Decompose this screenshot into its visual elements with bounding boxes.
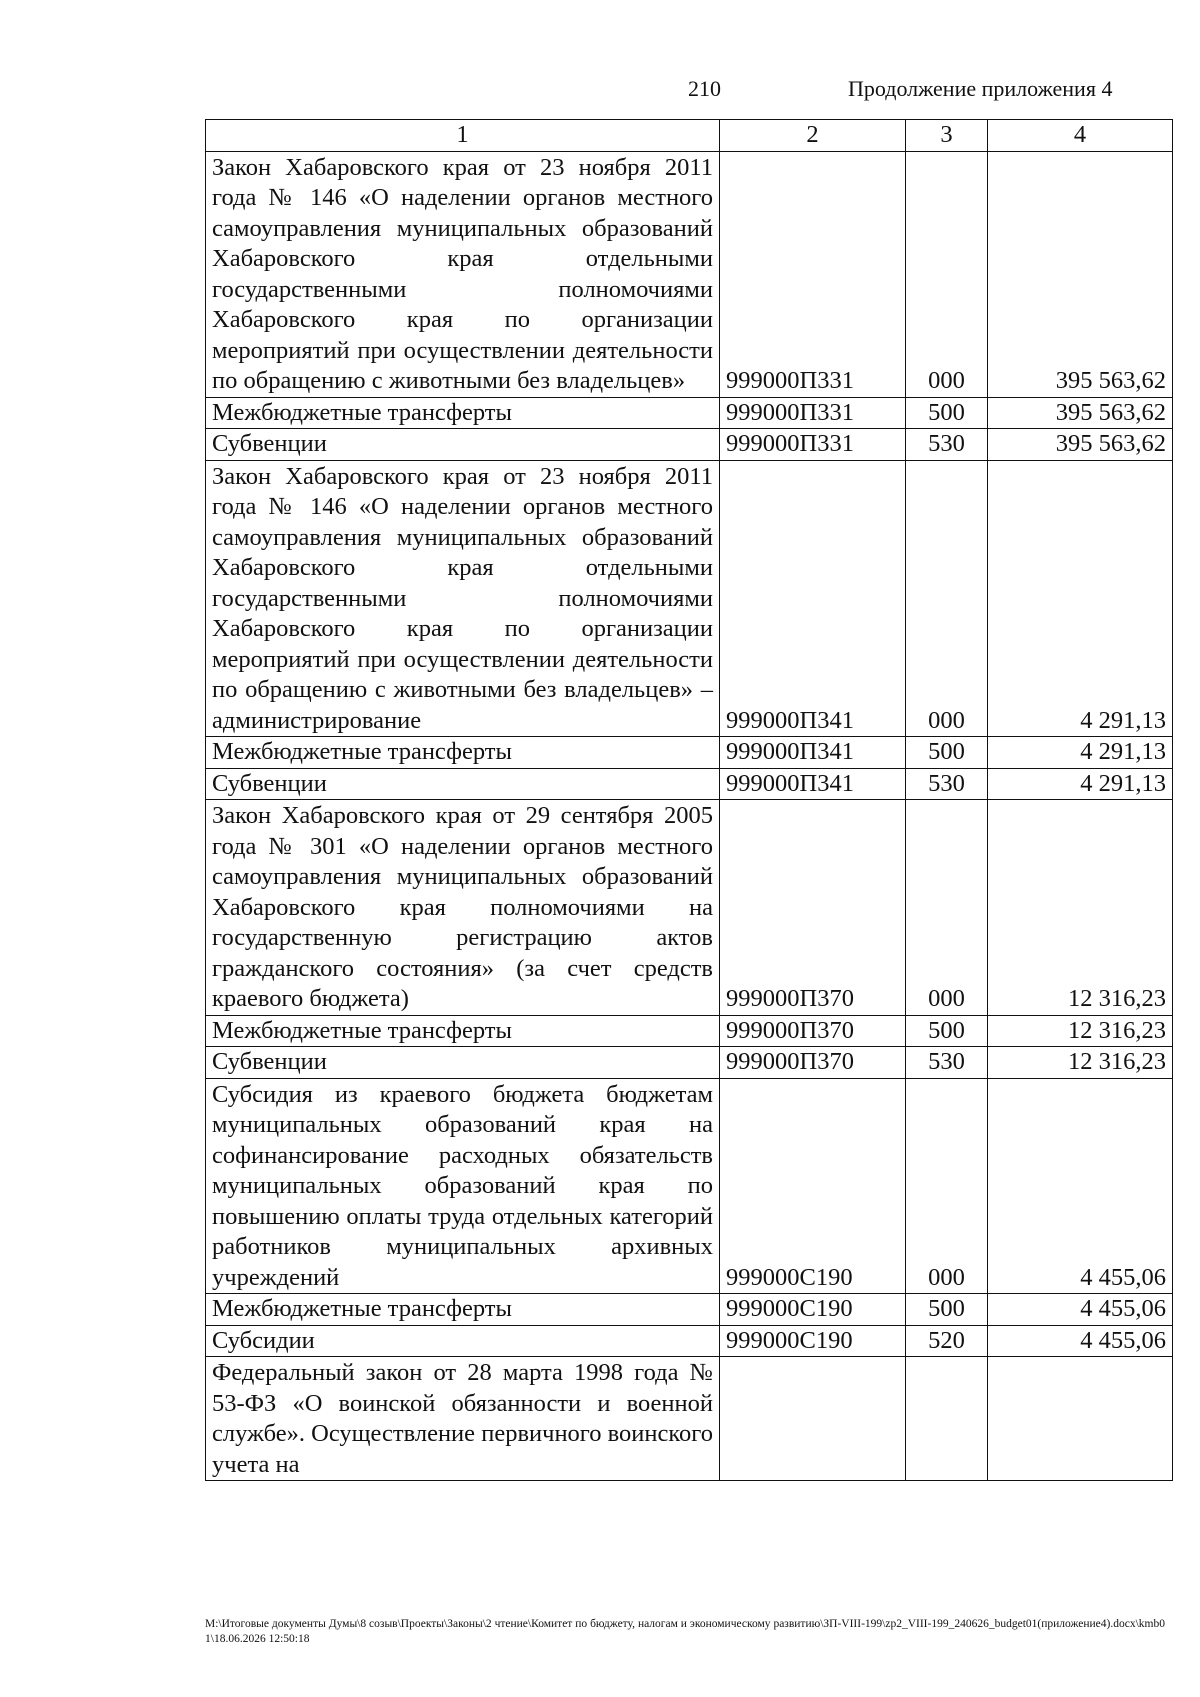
table-row <box>206 151 1173 397</box>
row-expense-kind: 500 <box>906 737 988 769</box>
row-expense-kind: 500 <box>906 1015 988 1047</box>
table-header-row <box>206 120 1173 152</box>
row-description: Межбюджетные трансферты <box>206 397 720 429</box>
table-row <box>206 460 1173 737</box>
row-expense-kind: 000 <box>906 460 988 737</box>
row-amount: 4 455,06 <box>988 1325 1173 1357</box>
page-number: 210 <box>688 76 721 101</box>
table-row <box>206 1325 1173 1357</box>
document-file-path: M:\Итоговые документы Думы\8 созыв\Проекты\Законы\2 чтение\Комитет по бюджету, налогам и экономическому развитию\ЗП-VIII-199\zp2_VIII-199_240626_budget01(приложение4).docx\kmb01\18.06.2026 12:50:18 <box>205 1618 1165 1645</box>
row-description: Субвенции <box>206 429 720 461</box>
row-expense-kind <box>906 1357 988 1481</box>
table-row <box>206 800 1173 1016</box>
row-code: 999000С190 <box>720 1078 906 1294</box>
row-code: 999000П341 <box>720 460 906 737</box>
row-description: Межбюджетные трансферты <box>206 737 720 769</box>
row-code: 999000П341 <box>720 737 906 769</box>
table-row <box>206 1078 1173 1294</box>
row-expense-kind: 000 <box>906 151 988 397</box>
row-expense-kind: 530 <box>906 768 988 800</box>
row-expense-kind: 530 <box>906 1047 988 1079</box>
column-header: 3 <box>906 120 988 152</box>
row-amount <box>988 1357 1173 1481</box>
row-description: Межбюджетные трансферты <box>206 1294 720 1326</box>
row-description: Закон Хабаровского края от 23 ноября 2011 года № 146 «О наделении органов местного самоуправления муниципальных образований Хабаровского края отдельными государственными полномочиями Хабаровского края по организации мероприятий при осуществлении деятельности по обращению с животными без владельцев» – администрирование <box>206 460 720 737</box>
row-code: 999000П331 <box>720 397 906 429</box>
row-amount: 12 316,23 <box>988 1015 1173 1047</box>
column-header: 4 <box>988 120 1173 152</box>
row-amount: 12 316,23 <box>988 800 1173 1016</box>
row-code: 999000С190 <box>720 1294 906 1326</box>
row-expense-kind: 520 <box>906 1325 988 1357</box>
table-row <box>206 737 1173 769</box>
row-amount: 4 291,13 <box>988 460 1173 737</box>
row-expense-kind: 000 <box>906 1078 988 1294</box>
row-amount: 395 563,62 <box>988 151 1173 397</box>
row-expense-kind: 000 <box>906 800 988 1016</box>
table-row <box>206 1047 1173 1079</box>
row-expense-kind: 500 <box>906 397 988 429</box>
row-code: 999000П370 <box>720 1047 906 1079</box>
row-amount: 4 455,06 <box>988 1078 1173 1294</box>
column-header: 1 <box>206 120 720 152</box>
row-description: Субвенции <box>206 768 720 800</box>
row-description: Закон Хабаровского края от 29 сентября 2005 года № 301 «О наделении органов местного самоуправления муниципальных образований Хабаровского края полномочиями на государственную регистрацию актов гражданского состояния» (за счет средств краевого бюджета) <box>206 800 720 1016</box>
row-code: 999000С190 <box>720 1325 906 1357</box>
table-row <box>206 1294 1173 1326</box>
row-code: 999000П331 <box>720 429 906 461</box>
row-code: 999000П341 <box>720 768 906 800</box>
row-amount: 12 316,23 <box>988 1047 1173 1079</box>
table-row <box>206 1357 1173 1481</box>
row-description: Закон Хабаровского края от 23 ноября 2011 года № 146 «О наделении органов местного самоуправления муниципальных образований Хабаровского края отдельными государственными полномочиями Хабаровского края по организации мероприятий при осуществлении деятельности по обращению с животными без владельцев» <box>206 151 720 397</box>
column-header: 2 <box>720 120 906 152</box>
row-description: Субсидия из краевого бюджета бюджетам муниципальных образований края на софинансирование расходных обязательств муниципальных образований края по повышению оплаты труда отдельных категорий работников муниципальных архивных учреждений <box>206 1078 720 1294</box>
row-description: Субвенции <box>206 1047 720 1079</box>
row-description: Межбюджетные трансферты <box>206 1015 720 1047</box>
row-amount: 395 563,62 <box>988 429 1173 461</box>
row-amount: 4 291,13 <box>988 768 1173 800</box>
row-code <box>720 1357 906 1481</box>
table-row <box>206 397 1173 429</box>
table-row <box>206 429 1173 461</box>
row-code: 999000П370 <box>720 800 906 1016</box>
row-description: Федеральный закон от 28 марта 1998 года № 53-ФЗ «О воинской обязанности и военной службе». Осуществление первичного воинского учета на <box>206 1357 720 1481</box>
table-row <box>206 768 1173 800</box>
row-code: 999000П331 <box>720 151 906 397</box>
row-expense-kind: 500 <box>906 1294 988 1326</box>
row-description: Субсидии <box>206 1325 720 1357</box>
appendix-continuation-note: Продолжение приложения 4 <box>848 76 1113 101</box>
row-amount: 4 455,06 <box>988 1294 1173 1326</box>
budget-table <box>205 119 1173 1481</box>
row-amount: 4 291,13 <box>988 737 1173 769</box>
row-expense-kind: 530 <box>906 429 988 461</box>
row-code: 999000П370 <box>720 1015 906 1047</box>
table-row <box>206 1015 1173 1047</box>
row-amount: 395 563,62 <box>988 397 1173 429</box>
